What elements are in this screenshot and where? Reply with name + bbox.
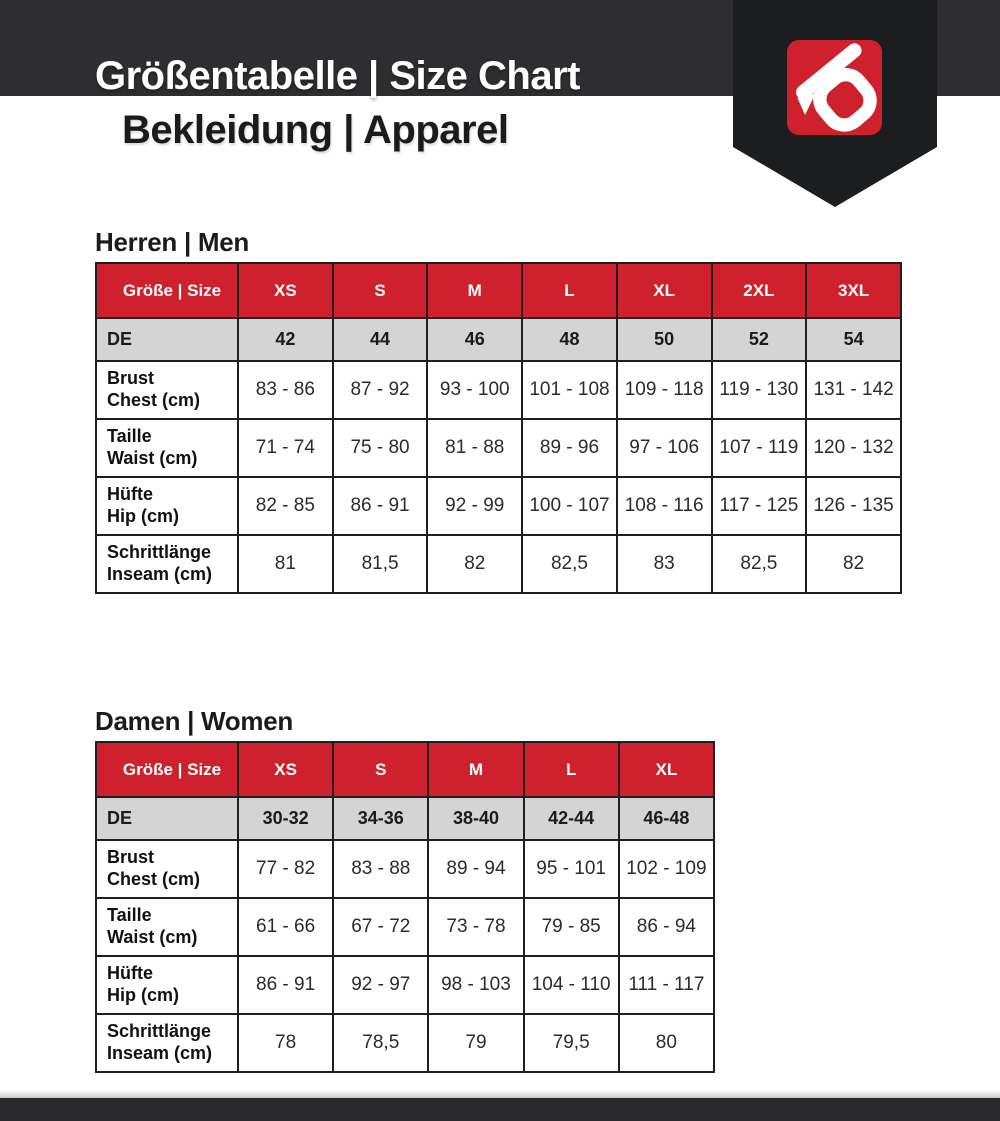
value-cell: 38-40 [428, 797, 523, 840]
value-cell: 42 [238, 318, 333, 361]
value-cell: 86 - 94 [619, 898, 714, 956]
value-cell: 104 - 110 [524, 956, 619, 1014]
row-label-brust: Brust Chest (cm) [96, 840, 238, 898]
value-cell: 50 [617, 318, 712, 361]
col-header-xs: XS [238, 263, 333, 318]
value-cell: 87 - 92 [333, 361, 428, 419]
five-ten-logo-icon [787, 40, 882, 135]
women-size-table [95, 741, 715, 1073]
value-cell: 77 - 82 [238, 840, 333, 898]
value-cell: 82,5 [522, 535, 617, 593]
men-size-table [95, 262, 902, 594]
value-cell: 82,5 [712, 535, 807, 593]
value-cell: 117 - 125 [712, 477, 807, 535]
col-header-m: M [428, 742, 523, 797]
value-cell: 107 - 119 [712, 419, 807, 477]
row-label-de: DE [96, 318, 238, 361]
row-label-de: DE [96, 797, 238, 840]
col-header-l: L [524, 742, 619, 797]
value-cell: 83 [617, 535, 712, 593]
value-cell: 82 - 85 [238, 477, 333, 535]
value-cell: 86 - 91 [238, 956, 333, 1014]
table-row-brust [96, 840, 714, 898]
value-cell: 86 - 91 [333, 477, 428, 535]
value-cell: 131 - 142 [806, 361, 901, 419]
row-label-taille: Taille Waist (cm) [96, 898, 238, 956]
value-cell: 61 - 66 [238, 898, 333, 956]
table-row-h-fte [96, 477, 901, 535]
col-header-xs: XS [238, 742, 333, 797]
value-cell: 42-44 [524, 797, 619, 840]
value-cell: 48 [522, 318, 617, 361]
row-label-h-fte: Hüfte Hip (cm) [96, 956, 238, 1014]
section-heading-women: Damen | Women [95, 706, 293, 736]
value-cell: 120 - 132 [806, 419, 901, 477]
table-row-schrittl-nge [96, 535, 901, 593]
table-row-taille [96, 898, 714, 956]
value-cell: 44 [333, 318, 428, 361]
value-cell: 83 - 88 [333, 840, 428, 898]
five-ten-logo-glyph [787, 40, 882, 135]
value-cell: 95 - 101 [524, 840, 619, 898]
value-cell: 46 [427, 318, 522, 361]
value-cell: 78 [238, 1014, 333, 1072]
value-cell: 92 - 99 [427, 477, 522, 535]
value-cell: 102 - 109 [619, 840, 714, 898]
col-header-l: L [522, 263, 617, 318]
value-cell: 126 - 135 [806, 477, 901, 535]
value-cell: 83 - 86 [238, 361, 333, 419]
section-heading-men: Herren | Men [95, 227, 249, 257]
value-cell: 81 [238, 535, 333, 593]
value-cell: 93 - 100 [427, 361, 522, 419]
page-title: Größentabelle | Size Chart [95, 54, 580, 98]
size-label-header: Größe | Size [96, 742, 238, 797]
value-cell: 34-36 [333, 797, 428, 840]
page-subtitle: Bekleidung | Apparel [122, 108, 509, 152]
value-cell: 79 - 85 [524, 898, 619, 956]
col-header-m: M [427, 263, 522, 318]
value-cell: 81,5 [333, 535, 428, 593]
size-label-header: Größe | Size [96, 263, 238, 318]
value-cell: 119 - 130 [712, 361, 807, 419]
col-header-s: S [333, 742, 428, 797]
value-cell: 80 [619, 1014, 714, 1072]
value-cell: 109 - 118 [617, 361, 712, 419]
value-cell: 75 - 80 [333, 419, 428, 477]
value-cell: 98 - 103 [428, 956, 523, 1014]
value-cell: 89 - 94 [428, 840, 523, 898]
value-cell: 92 - 97 [333, 956, 428, 1014]
col-header-2xl: 2XL [712, 263, 807, 318]
col-header-s: S [333, 263, 428, 318]
row-label-schrittl-nge: Schrittlänge Inseam (cm) [96, 1014, 238, 1072]
col-header-3xl: 3XL [806, 263, 901, 318]
footer-bar [0, 1098, 1000, 1121]
table-row-de [96, 318, 901, 361]
value-cell: 89 - 96 [522, 419, 617, 477]
table-row-h-fte [96, 956, 714, 1014]
value-cell: 67 - 72 [333, 898, 428, 956]
row-label-h-fte: Hüfte Hip (cm) [96, 477, 238, 535]
value-cell: 82 [806, 535, 901, 593]
value-cell: 54 [806, 318, 901, 361]
row-label-brust: Brust Chest (cm) [96, 361, 238, 419]
value-cell: 101 - 108 [522, 361, 617, 419]
value-cell: 79 [428, 1014, 523, 1072]
women-size-table-wrap [95, 741, 715, 1073]
table-row-schrittl-nge [96, 1014, 714, 1072]
col-header-xl: XL [617, 263, 712, 318]
row-label-taille: Taille Waist (cm) [96, 419, 238, 477]
value-cell: 79,5 [524, 1014, 619, 1072]
value-cell: 111 - 117 [619, 956, 714, 1014]
row-label-schrittl-nge: Schrittlänge Inseam (cm) [96, 535, 238, 593]
value-cell: 71 - 74 [238, 419, 333, 477]
value-cell: 81 - 88 [427, 419, 522, 477]
value-cell: 52 [712, 318, 807, 361]
value-cell: 73 - 78 [428, 898, 523, 956]
value-cell: 97 - 106 [617, 419, 712, 477]
value-cell: 100 - 107 [522, 477, 617, 535]
size-header-row [96, 742, 714, 797]
value-cell: 30-32 [238, 797, 333, 840]
value-cell: 82 [427, 535, 522, 593]
men-size-table-wrap [95, 262, 902, 594]
size-header-row [96, 263, 901, 318]
col-header-xl: XL [619, 742, 714, 797]
table-row-taille [96, 419, 901, 477]
value-cell: 46-48 [619, 797, 714, 840]
footer-shadow [0, 1090, 1000, 1098]
value-cell: 78,5 [333, 1014, 428, 1072]
value-cell: 108 - 116 [617, 477, 712, 535]
table-row-brust [96, 361, 901, 419]
table-row-de [96, 797, 714, 840]
